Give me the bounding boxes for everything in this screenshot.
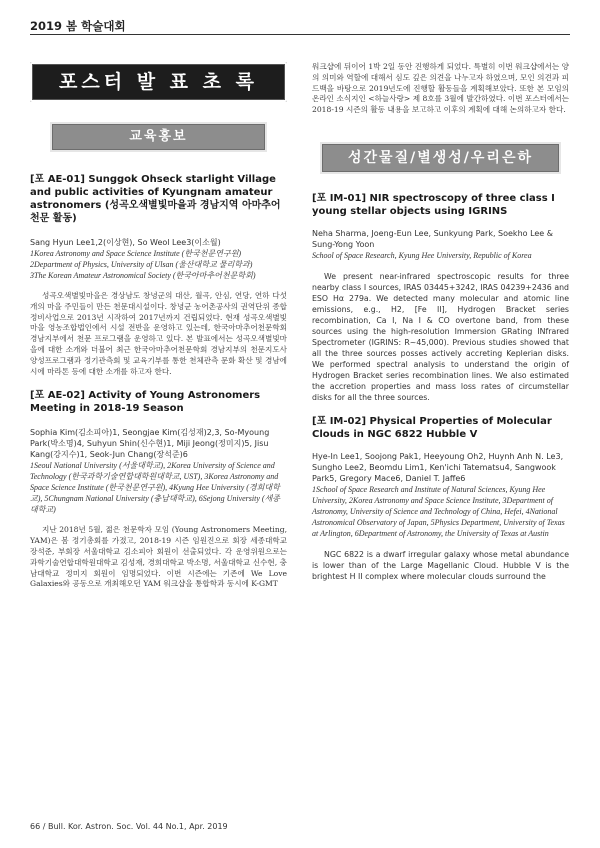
authors-im01: Neha Sharma, Joeng-Eun Lee, Sunkyung Park, Soekho Lee & Sung-Yong Yoon (312, 228, 554, 249)
affiliation-ae01-2: 2Department of Physics, University of Ulsan (울산대학교 물리학과) (30, 260, 253, 269)
abstract-title-ae02: [포 AE-02] Activity of Young Astronomers Meeting in 2018-19 Season (30, 390, 261, 415)
page-footer: 66 / Bull. Kor. Astron. Soc. Vol. 44 No.1, Apr. 2019 (30, 822, 228, 831)
affiliations-ae02: 1Seoul National University (서울대학교), 2Korea University of Science and Technology (한국과학기술연합대학원대학교, UST), 3Korea Astronomy and Space Science Institute (한국천문연구원), 4Kyung Hee University (경희대학교), 5Chungnam National University (충남대학교), 6Sejong University (세종대학교) (30, 461, 281, 515)
affiliation-im01: School of Space Research, Kyung Hee University, Republic of Korea (312, 250, 532, 260)
subsection-banner-ism: 성간물질/별생성/우리은하 (320, 142, 561, 174)
section-banner: 포스터 발 표 초 록 (30, 62, 287, 102)
affiliation-ae01-3: 3The Korean Amateur Astronomical Society (한국아마추어천문학회) (30, 271, 256, 280)
subsection-banner-education: 교육홍보 (50, 122, 267, 152)
authors-im02: Hye-In Lee1, Soojong Pak1, Heeyoung Oh2, Huynh Anh N. Le3, Sungho Lee2, Beomdu Lim1, Ken'ichi Tatematsu4, Sangwook Park5, Gregory Mace6, Daniel T. Jaffe6 (312, 451, 564, 483)
abstract-body-ae01: 성곡오색별빛마을은 경상남도 창녕군의 대산, 월곡, 안심, 연당, 연하 다섯 개의 마을 주민들이 만든 천문대시설이다. 창녕군 농어촌공사의 권역단위 종합정비사업으로 2013년 시작하여 2017년까지 건립되었다. 현재 성곡오색별빛마을 영농조합법인에서 시설 전반을 운영하고 있는데, 한국아마추어천문학회 경남지부에서 천문 프로그램을 운영하고 있다. 본 발표에서는 성곡오색별빛마을에 대한 소개와 더불어 최근 한국아마추어천문학회 경남지부의 천문지도사 양성프로그램과 정기관측회 및 교육기부를 통한 천체관측 문화 확산 및 경남에시에 마라톤 등에 대한 소개를 하고자 한다. (30, 291, 287, 376)
running-title: 2019 봄 학술대회 (30, 19, 126, 33)
abstract-body-im02: NGC 6822 is a dwarf irregular galaxy whose metal abundance is lower than of the Large Magellanic Cloud. Hubble V is the brightest H II complex where molecular clouds surround the (312, 549, 569, 581)
abstract-body-ae02: 지난 2018년 5월, 젊은 천문학자 모임 (Young Astronomers Meeting, YAM)은 봄 정기총회를 가졌고, 2018-19 시즌 임원진으로 회장 세종대학교 장석준, 부회장 서울대학교 김소피아 회원이 선출되었다. 각 운영위원으로는 과학기술연합대학원대학교 김성재, 경희대학교 박소명, 서울대학교 신수현, 충남대학교 정미지 회원이 임명되었다. 이번 시즌에는 기존에 We Love Galaxies와 공동으로 개최해오던 YAM 워크샵을 통합학과 동시에 K-GMT (30, 525, 287, 589)
authors-ae02: Sophia Kim(김소피아)1, Seongjae Kim(김성재)2,3, So-Myoung Park(박소명)4, Suhyun Shin(신수현)1, Miji Jeong(정미지)5, Jisu Kang(강지수)1, Seok-Jun Chang(장석준)6 (30, 428, 270, 460)
abstract-body-im01: We present near-infrared spectroscopic results for three nearby class I sources, IRAS 03445+3242, IRAS 04239+2436 and ESO Hα 279a. We detected many molecular and atomic line emissions, e.g., H2, [Fe II], Hydrogen Bracket series recombination, Ca I, Na I & CO overtone band, from these sources using the high-resolution Immersion GRating INfrared Spectrometer (IGRINS: R~45,000). Previous studies showed that all the three sources posses actively accreting Keplerian disks. We performed spectral analysis to understand the origin of Hydrogen Bracket series recombination lines. We also estimated the accretion properties and mass loss rates of circumstellar disks for all the three sources. (312, 271, 569, 402)
abstract-title-im01: [포 IM-01] NIR spectroscopy of three class I young stellar objects using IGRINS (312, 192, 555, 217)
left-column (30, 62, 287, 590)
right-column (312, 62, 569, 582)
affiliation-ae01-1: 1Korea Astronomy and Space Science Institute (한국천문연구원) (30, 249, 242, 258)
abstract-title-im02: [포 IM-02] Physical Properties of Molecular Clouds in NGC 6822 Hubble V (312, 415, 552, 440)
header-rule (30, 34, 570, 35)
abstract-continued-ae02: 워크샵에 뒤이어 1박 2일 동안 진행하게 되었다. 특별히 이번 워크샵에서는 양의 의미와 역할에 대해서 심도 깊은 의견을 나누고자 하였으며, 모인 의견과 피드백을 바탕으로 2019년도에 진행할 활동들을 계획해보았다. 또한 본 모임의 온라인 소식지인 <하늘사랑> 제 8호를 3월에 발간하였다. 이번 포스터에서는 2018-19 시즌의 활동 내용을 보고하고 이후의 계획에 대해 논의하고자 한다. (312, 62, 569, 115)
abstract-title-ae01: [포 AE-01] Sunggok Ohseck starlight Village and public activities of Kyungnam amateur astronomers (성곡오색별빛마을과 경남지역 아마추어천문 활동) (30, 174, 281, 224)
authors-ae01: Sang Hyun Lee1,2(이상현), So Weol Lee3(이소월) (30, 238, 221, 247)
affiliations-im02: 1School of Space Research and Institute of Natural Sciences, Kyung Hee University, 2Korea Astronomy and Space Science Institute, 3Department of Astronomy, University of Science and Technology of China, Hefei, 4National Astronomical Observatory of Japan, 5Physics Department, University of Texas at Arlington, 6Department of Astronomy, the University of Texas at Austin (312, 484, 565, 538)
